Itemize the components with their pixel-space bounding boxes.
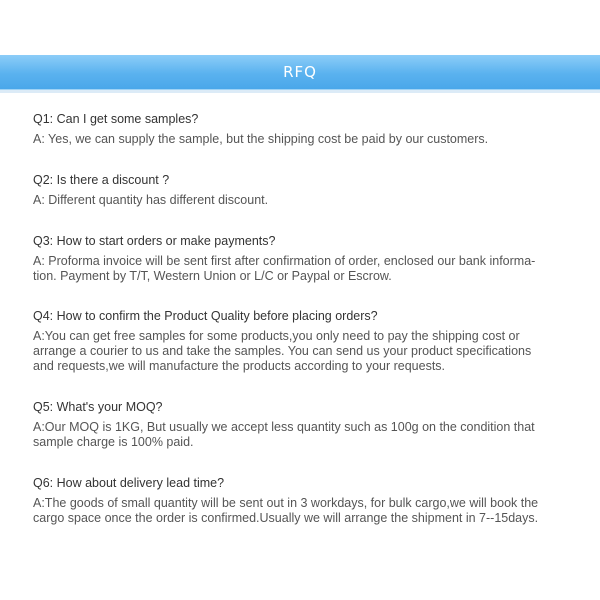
rfq-banner [0,55,600,90]
faq-answer: A:The goods of small quantity will be sent out in 3 workdays, for bulk cargo,we will book the cargo space once the order is confirmed.Usually we will arrange the shipment in 7--15days. [33,496,539,525]
faq-item-q4 [33,308,569,374]
faq-answer: A:Our MOQ is 1KG, But usually we accept less quantity such as 100g on the condition that sample charge is 100% paid. [33,420,535,449]
faq-answer: A: Proforma invoice will be sent first after confirmation of order, enclosed our bank informa- tion. Payment by T/T, Western Union or L/C or Paypal or Escrow. [33,254,536,283]
faq-answer: A: Yes, we can supply the sample, but the shipping cost be paid by our customers. [33,132,489,146]
faq-question: Q1: Can I get some samples? [33,112,199,126]
faq-answer: A:You can get free samples for some products,you only need to pay the shipping cost or arrange a courier to us and take the samples. You can send us your product specifications and requests,we will manufacture the products according to your requests. [33,329,532,373]
faq-question: Q2: Is there a discount ? [33,173,170,187]
faq-question: Q5: What's your MOQ? [33,400,163,414]
faq-item-q2 [33,172,569,208]
banner-title: RFQ [283,63,317,81]
faq-item-q6 [33,475,569,526]
faq-item-q5 [33,399,569,450]
faq-question: Q3: How to start orders or make payments? [33,234,276,248]
faq-question: Q6: How about delivery lead time? [33,476,225,490]
faq-item-q1 [33,111,569,147]
faq-question: Q4: How to confirm the Product Quality before placing orders? [33,309,378,323]
faq-item-q3 [33,233,569,284]
faq-answer: A: Different quantity has different discount. [33,193,269,207]
